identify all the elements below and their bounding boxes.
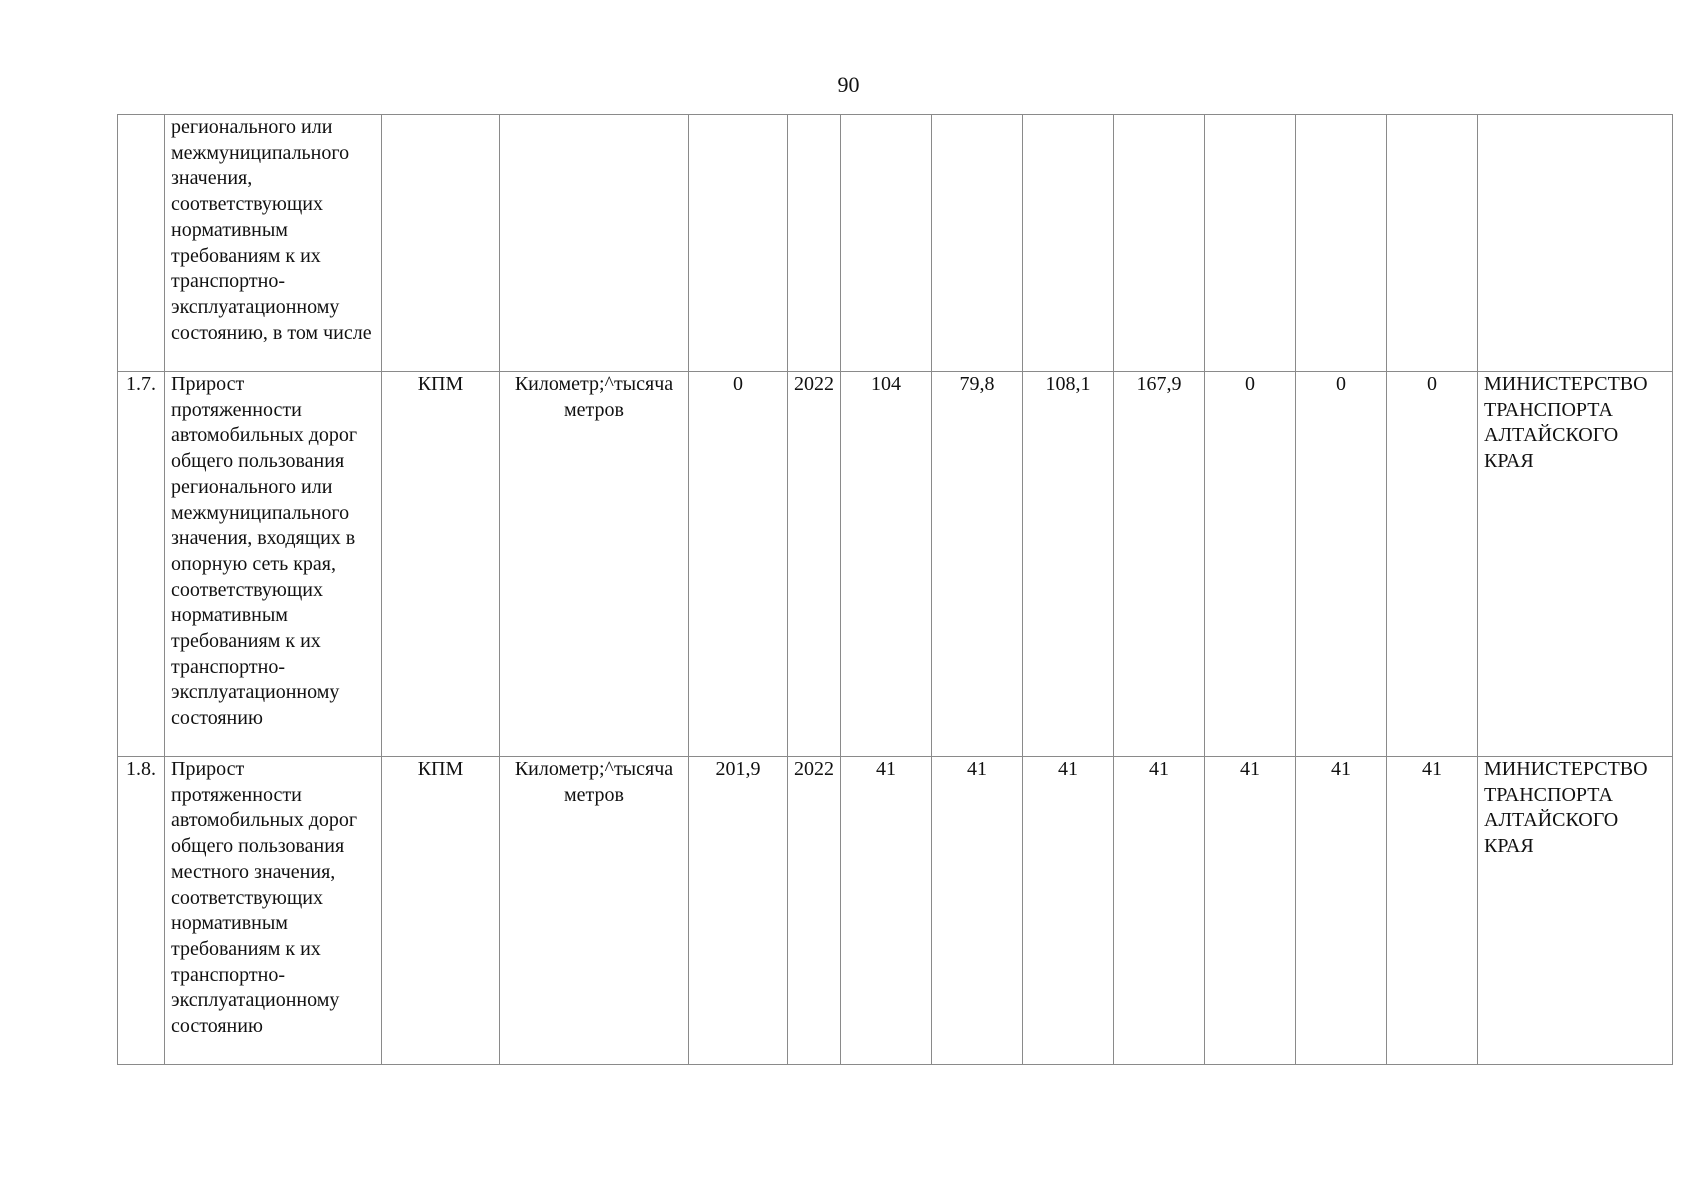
indicator-name-cell: регионального или межмуниципального значения, соответствующих нормативным требованиям к их транспортно-эксплуатационному состоянию, в том числе: [165, 115, 382, 372]
unit-cell: Километр;^тысяча метров: [500, 757, 689, 1065]
row-number-cell: 1.7.: [118, 372, 165, 757]
responsible-cell: [1478, 115, 1673, 372]
year-value-cell: [841, 115, 932, 372]
indicator-type-cell: КПМ: [382, 757, 500, 1065]
row-number-cell: 1.8.: [118, 757, 165, 1065]
year-value-cell: 0: [1387, 372, 1478, 757]
year-value-cell: 0: [1205, 372, 1296, 757]
base-value-cell: [689, 115, 788, 372]
year-value-cell: 167,9: [1114, 372, 1205, 757]
responsible-cell: МИНИСТЕРСТВО ТРАНСПОРТА АЛТАЙСКОГО КРАЯ: [1478, 757, 1673, 1065]
year-value-cell: 104: [841, 372, 932, 757]
page-number: 90: [837, 72, 860, 97]
year-value-cell: [1023, 115, 1114, 372]
year-value-cell: 0: [1296, 372, 1387, 757]
year-value-cell: [1296, 115, 1387, 372]
year-value-cell: 41: [1296, 757, 1387, 1065]
year-value-cell: 41: [1114, 757, 1205, 1065]
year-value-cell: 41: [932, 757, 1023, 1065]
table-row-continuation: [118, 115, 1673, 372]
responsible-cell: МИНИСТЕРСТВО ТРАНСПОРТА АЛТАЙСКОГО КРАЯ: [1478, 372, 1673, 757]
indicators-table: [117, 114, 1673, 1065]
year-value-cell: 41: [1205, 757, 1296, 1065]
base-value-cell: 0: [689, 372, 788, 757]
year-value-cell: [1387, 115, 1478, 372]
table-row: [118, 757, 1673, 1065]
year-value-cell: 41: [841, 757, 932, 1065]
year-value-cell: [932, 115, 1023, 372]
indicator-type-cell: КПМ: [382, 372, 500, 757]
indicator-name-cell: Прирост протяженности автомобильных дорог общего пользования регионального или межмуниципального значения, входящих в опорную сеть края, соответствующих нормативным требованиям к их транспортно-эксплуатационному состоянию: [165, 372, 382, 757]
year-value-cell: 41: [1387, 757, 1478, 1065]
year-value-cell: 108,1: [1023, 372, 1114, 757]
year-value-cell: 41: [1023, 757, 1114, 1065]
year-value-cell: [1205, 115, 1296, 372]
base-year-cell: 2022: [788, 372, 841, 757]
base-year-cell: 2022: [788, 757, 841, 1065]
base-value-cell: 201,9: [689, 757, 788, 1065]
year-value-cell: [1114, 115, 1205, 372]
base-year-cell: [788, 115, 841, 372]
unit-cell: [500, 115, 689, 372]
indicator-name-cell: Прирост протяженности автомобильных дорог общего пользования местного значения, соответствующих нормативным требованиям к их транспортно-эксплуатационному состоянию: [165, 757, 382, 1065]
unit-cell: Километр;^тысяча метров: [500, 372, 689, 757]
year-value-cell: 79,8: [932, 372, 1023, 757]
indicator-type-cell: [382, 115, 500, 372]
row-number-cell: [118, 115, 165, 372]
table-row: [118, 372, 1673, 757]
